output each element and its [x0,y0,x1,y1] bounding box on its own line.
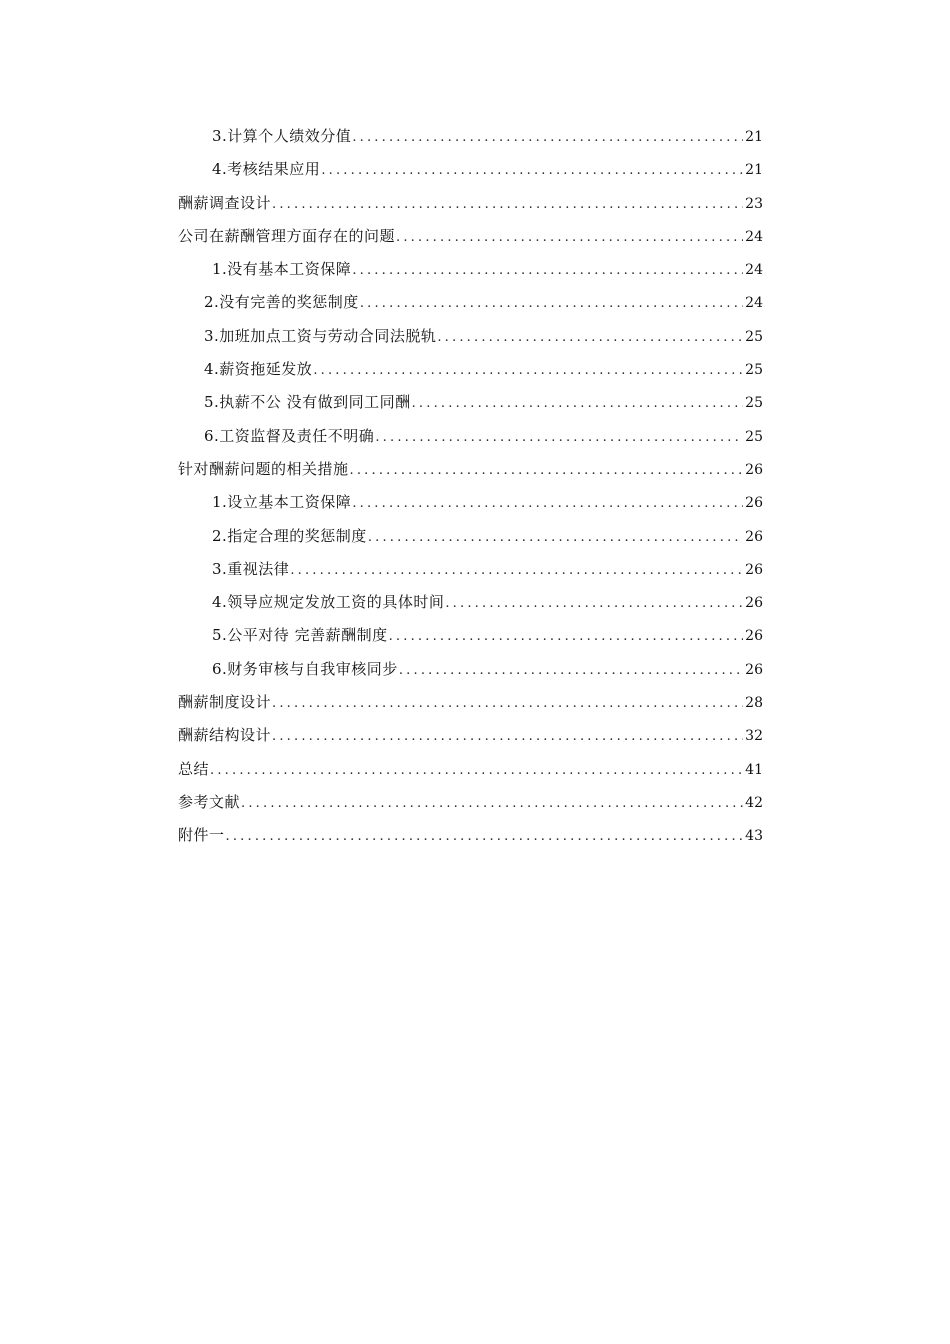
toc-entry-page-number: 26 [745,495,763,512]
toc-entry-title: 酬薪制度设计 [178,693,272,712]
toc-entry[interactable] [178,624,763,657]
toc-entry[interactable] [178,758,763,791]
toc-entry-page-number: 32 [745,728,763,745]
toc-entry-title: 5.执薪不公 没有做到同工同酬 [204,393,411,412]
toc-entry[interactable] [178,158,763,191]
toc-entry-page-number: 42 [745,794,763,811]
toc-entry-page-number: 23 [745,195,763,212]
toc-entry-title: 2.指定合理的奖惩制度 [212,526,367,545]
toc-entry-page-number: 25 [745,328,763,345]
toc-entry-page-number: 24 [745,262,763,279]
toc-entry[interactable] [178,425,763,458]
toc-dot-leader [272,726,743,748]
toc-entry-title: 参考文献 [178,792,241,811]
toc-entry-page-number: 21 [745,129,763,145]
toc-entry-page-number: 41 [745,761,763,778]
toc-entry-page-number: 28 [745,695,763,712]
toc-entry-title: 6.财务审核与自我审核同步 [212,659,398,678]
toc-entry-title: 酬薪结构设计 [178,726,272,745]
toc-entry[interactable] [178,291,763,324]
toc-entry[interactable] [178,358,763,391]
toc-entry[interactable] [178,691,763,724]
toc-entry-page-number: 26 [745,528,763,545]
toc-entry[interactable] [178,558,763,591]
toc-entry-page-number: 21 [745,162,763,179]
toc-entry-page-number: 43 [745,828,763,845]
toc-entry[interactable] [178,458,763,491]
toc-entry-page-number: 24 [745,228,763,245]
toc-entry[interactable] [178,325,763,358]
toc-entry[interactable] [178,225,763,258]
toc-entry[interactable] [178,824,763,857]
toc-entry-page-number: 26 [745,595,763,612]
toc-entry[interactable] [178,125,763,158]
toc-entry-title: 4.薪资拖延发放 [204,360,313,379]
toc-dot-leader [272,194,743,216]
toc-entry-page-number: 25 [745,428,763,445]
toc-entry-title: 4.领导应规定发放工资的具体时间 [212,593,445,612]
toc-entry-title: 3.重视法律 [212,559,290,578]
toc-entry[interactable] [178,391,763,424]
toc-entry-title: 1.设立基本工资保障 [212,493,352,512]
toc-entry[interactable] [178,658,763,691]
toc-entry[interactable] [178,258,763,291]
toc-entry-page-number: 25 [745,362,763,379]
toc-dot-leader [375,427,743,449]
toc-entry[interactable] [178,724,763,757]
toc-entry-title: 酬薪调查设计 [178,193,272,212]
toc-entry-title: 3.计算个人绩效分值 [212,127,352,145]
toc-dot-leader [313,360,743,382]
toc-entry-title: 3.加班加点工资与劳动合同法脱轨 [204,326,437,345]
toc-dot-leader [389,626,744,648]
toc-entry-title: 总结 [178,759,210,778]
toc-dot-leader [352,493,743,515]
toc-entry[interactable] [178,192,763,225]
toc-entry-title: 5.公平对待 完善薪酬制度 [212,626,388,645]
toc-dot-leader [290,560,743,582]
toc-dot-leader [445,593,743,615]
toc-dot-leader [210,760,743,782]
toc-entry-title: 2.没有完善的奖惩制度 [204,293,359,312]
toc-dot-leader [321,160,743,182]
toc-entry-title: 6.工资监督及责任不明确 [204,426,375,445]
toc-entry-title: 针对酬薪问题的相关措施 [178,459,349,478]
toc-entry[interactable] [178,525,763,558]
toc-entry-title: 公司在薪酬管理方面存在的问题 [178,226,396,245]
toc-entry-page-number: 24 [745,295,763,312]
toc-dot-leader [368,527,743,549]
toc-dot-leader [399,660,743,682]
toc-dot-leader [241,793,743,815]
toc-entry-page-number: 26 [745,661,763,678]
toc-dot-leader [412,393,744,415]
toc-entry-title: 1.没有基本工资保障 [212,260,352,279]
toc-entry[interactable] [178,491,763,524]
toc-dot-leader [437,327,743,349]
toc-dot-leader [350,460,744,482]
toc-dot-leader [226,826,744,848]
toc-entry[interactable] [178,791,763,824]
toc-entry-page-number: 25 [745,395,763,412]
toc-entry[interactable] [178,591,763,624]
toc-entry-page-number: 26 [745,561,763,578]
toc-dot-leader [352,127,743,149]
toc-dot-leader [360,293,743,315]
toc-dot-leader [352,260,743,282]
table-of-contents [178,125,763,858]
toc-entry-title: 附件一 [178,826,225,845]
toc-entry-title: 4.考核结果应用 [212,160,321,179]
toc-dot-leader [396,227,743,249]
toc-dot-leader [272,693,743,715]
toc-entry-page-number: 26 [745,461,763,478]
toc-entry-page-number: 26 [745,628,763,645]
